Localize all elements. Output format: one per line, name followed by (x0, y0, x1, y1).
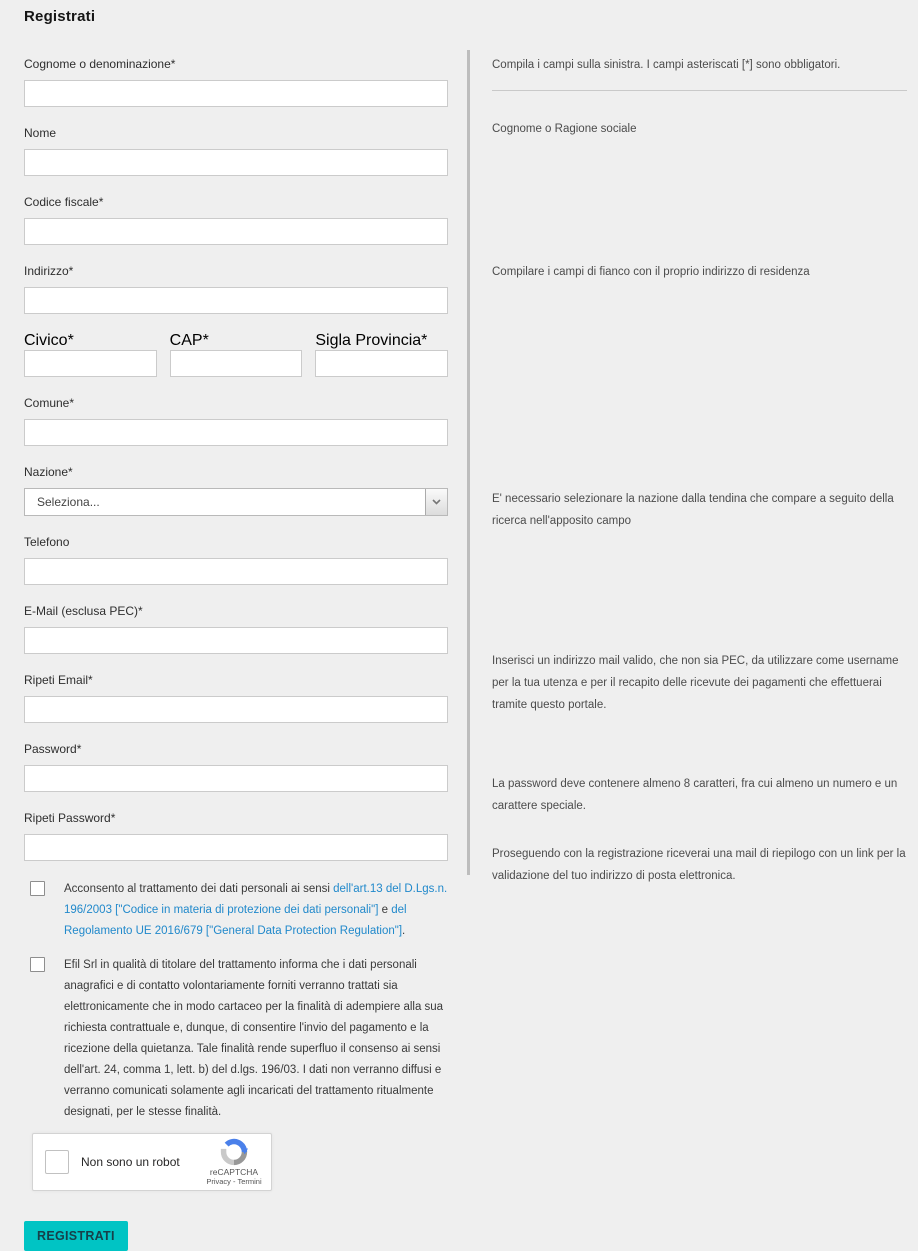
help-password: La password deve contenere almeno 8 caratteri, fra cui almeno un numero e un carattere speciale. (492, 778, 898, 812)
field-cognome (24, 56, 448, 107)
field-email (24, 603, 448, 654)
recaptcha-widget (32, 1133, 272, 1191)
recaptcha-links (203, 1177, 265, 1186)
comune-input[interactable] (24, 419, 448, 446)
telefono-label: Telefono (24, 535, 70, 549)
privacy-consent-row (24, 879, 448, 942)
nazione-select[interactable] (24, 488, 448, 516)
data-processing-consent-row (24, 955, 448, 1123)
chevron-down-icon (425, 489, 447, 515)
ripeti-email-label: Ripeti Email* (24, 673, 93, 687)
recaptcha-terms-link[interactable]: Termini (237, 1177, 262, 1186)
registrati-button[interactable]: REGISTRATI (24, 1221, 128, 1251)
column-divider (467, 50, 470, 875)
sigla-provincia-label: Sigla Provincia* (315, 332, 428, 349)
privacy-consent-text (64, 879, 448, 942)
help-nazione: E' necessario selezionare la nazione dalla tendina che compare a seguito della ricerca nell'apposito campo (492, 493, 894, 527)
page-title: Registrati (24, 8, 96, 25)
sigla-provincia-input[interactable] (315, 350, 448, 377)
ripeti-password-label: Ripeti Password* (24, 811, 116, 825)
codice-fiscale-input[interactable] (24, 218, 448, 245)
privacy-consent-suffix: . (402, 925, 406, 937)
data-processing-consent-checkbox[interactable] (30, 957, 45, 972)
field-codice-fiscale (24, 194, 448, 245)
registration-form (24, 50, 448, 1251)
nazione-label: Nazione* (24, 465, 73, 479)
cap-input[interactable] (170, 350, 303, 377)
field-comune (24, 395, 448, 446)
data-processing-consent-text: Efil Srl in qualità di titolare del trattamento informa che i dati personali anagrafici e di contatto volontariamente forniti verranno trattati sia elettronicamente che in modo cartaceo per la finalità di adempiere alla sua richiesta contrattuale e, dunque, di consentire l'invio del pagamento e la ricezione della quietanza. Tale finalità rende superfluo il consenso ai sensi dell'art. 24, comma 1, lett. b) del d.lgs. 196/03. I dati non verranno diffusi e verranno comunicati solamente agli incaricati del trattamento ritualmente designati, per le stesse finalità. (64, 959, 444, 1118)
help-intro: Compila i campi sulla sinistra. I campi asteriscati [*] sono obbligatori. (492, 59, 841, 71)
nome-input[interactable] (24, 149, 448, 176)
gdpr-link[interactable]: del Regolamento UE 2016/679 ["General Data Protection Regulation"] (64, 904, 407, 937)
help-cognome: Cognome o Ragione sociale (492, 123, 637, 135)
indirizzo-input[interactable] (24, 287, 448, 314)
cognome-input[interactable] (24, 80, 448, 107)
field-ripeti-password (24, 810, 448, 861)
civico-label: Civico* (24, 332, 74, 349)
password-input[interactable] (24, 765, 448, 792)
civico-input[interactable] (24, 350, 157, 377)
privacy-consent-separator: e (378, 904, 392, 916)
field-cap (170, 332, 303, 377)
privacy-law-link[interactable]: dell'art.13 del D.Lgs.n. 196/2003 ["Codice in materia di protezione dei dati personali"] (64, 883, 448, 916)
field-password (24, 741, 448, 792)
recaptcha-label: Non sono un robot (81, 1155, 180, 1169)
recaptcha-brand (203, 1138, 265, 1186)
field-civico (24, 332, 157, 377)
field-sigla-provincia (315, 332, 448, 377)
indirizzo-label: Indirizzo* (24, 264, 74, 278)
help-registrazione: Proseguendo con la registrazione riceverai una mail di riepilogo con un link per la validazione del tuo indirizzo di posta elettronica. (492, 848, 906, 882)
telefono-input[interactable] (24, 558, 448, 585)
recaptcha-links-separator: - (230, 1177, 238, 1186)
password-label: Password* (24, 742, 82, 756)
field-indirizzo (24, 263, 448, 314)
help-indirizzo: Compilare i campi di fianco con il proprio indirizzo di residenza (492, 266, 810, 278)
help-email: Inserisci un indirizzo mail valido, che non sia PEC, da utilizzare come username per la tua utenza e per il recapito delle ricevute dei pagamenti che effettuerai tramite questo portale. (492, 655, 899, 711)
recaptcha-name: reCAPTCHA (209, 1167, 259, 1177)
privacy-consent-prefix: Acconsento al trattamento dei dati personali ai sensi (64, 883, 334, 895)
email-input[interactable] (24, 627, 448, 654)
address-row (24, 332, 448, 377)
email-label: E-Mail (esclusa PEC)* (24, 604, 143, 618)
codice-fiscale-label: Codice fiscale* (24, 195, 104, 209)
nazione-select-value: Seleziona... (37, 495, 100, 509)
ripeti-password-input[interactable] (24, 834, 448, 861)
cap-label: CAP* (169, 332, 209, 349)
field-nome (24, 125, 448, 176)
field-telefono (24, 534, 448, 585)
cognome-label: Cognome o denominazione* (24, 57, 176, 71)
recaptcha-checkbox[interactable] (45, 1150, 69, 1174)
recaptcha-logo-icon (220, 1138, 248, 1166)
field-ripeti-email (24, 672, 448, 723)
comune-label: Comune* (24, 396, 75, 410)
ripeti-email-input[interactable] (24, 696, 448, 723)
help-divider (492, 90, 907, 91)
field-nazione (24, 464, 448, 516)
nome-label: Nome (24, 126, 57, 140)
recaptcha-privacy-link[interactable]: Privacy (206, 1177, 231, 1186)
privacy-consent-checkbox[interactable] (30, 881, 45, 896)
